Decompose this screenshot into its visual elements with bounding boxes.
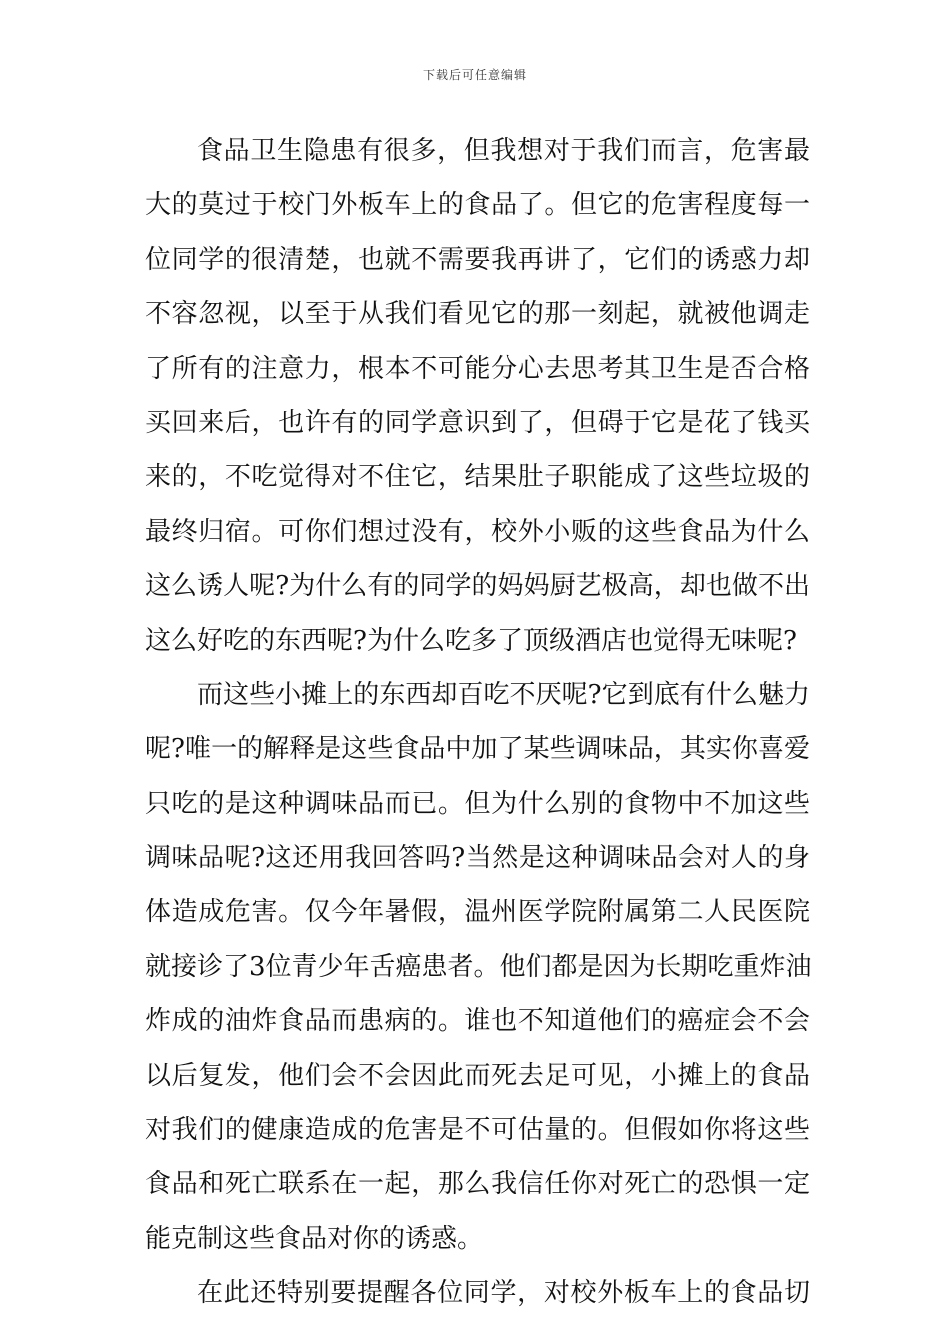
text-line: 食品和死亡联系在一起，那么我信任你对死亡的恐惧一定 [145, 1169, 810, 1200]
text-line: 不容忽视，以至于从我们看见它的那一刻起，就被他调走 [145, 299, 810, 330]
text-line: 这么诱人呢?为什么有的同学的妈妈厨艺极高，却也做不出 [145, 571, 810, 602]
text-line: 以后复发，他们会不会因此而死去足可见，小摊上的食品 [145, 1060, 810, 1091]
text-line: 食品卫生隐患有很多，但我想对于我们而言，危害最 [197, 136, 810, 166]
text-line: 了所有的注意力，根本不可能分心去思考其卫生是否合格 [145, 353, 810, 384]
paragraph-3 [145, 1266, 810, 1320]
text-line: 调味品呢?这还用我回答吗?当然是这种调味品会对人的身 [145, 843, 810, 874]
text-line: 体造成危害。仅今年暑假，温州医学院附属第二人民医院 [145, 897, 810, 928]
text-line: 这么好吃的东西呢?为什么吃多了顶级酒店也觉得无味呢? [145, 625, 797, 656]
paragraph-2 [145, 668, 810, 1266]
document-body [145, 124, 810, 1321]
text-line: 大的莫过于校门外板车上的食品了。但它的危害程度每一 [145, 190, 810, 221]
text-line: 买回来后，也许有的同学意识到了，但碍于它是花了钱买 [145, 407, 810, 438]
text-line: 来的，不吃觉得对不住它，结果肚子职能成了这些垃圾的 [145, 462, 810, 493]
text-line: 就接诊了3位青少年舌癌患者。他们都是因为长期吃重炸油 [145, 951, 812, 982]
text-line: 位同学的很清楚，也就不需要我再讲了，它们的诱惑力却 [145, 244, 810, 275]
text-line: 炸成的油炸食品而患病的。谁也不知道他们的癌症会不会 [145, 1006, 810, 1037]
text-line: 在此还特别要提醒各位同学，对校外板车上的食品切 [197, 1278, 810, 1309]
text-line: 最终归宿。可你们想过没有，校外小贩的这些食品为什么 [145, 516, 810, 547]
text-line: 对我们的健康造成的危害是不可估量的。但假如你将这些 [145, 1115, 810, 1146]
text-line: 而这些小摊上的东西却百吃不厌呢?它到底有什么魅力 [197, 679, 810, 710]
header-note: 下载后可任意编辑 [422, 68, 527, 82]
text-line: 能克制这些食品对你的诱惑。 [145, 1223, 484, 1254]
paragraph-1 [145, 124, 810, 668]
text-line: 呢?唯一的解释是这些食品中加了某些调味品，其实你喜爱 [145, 734, 810, 765]
text-line: 只吃的是这种调味品而已。但为什么别的食物中不加这些 [145, 788, 810, 819]
